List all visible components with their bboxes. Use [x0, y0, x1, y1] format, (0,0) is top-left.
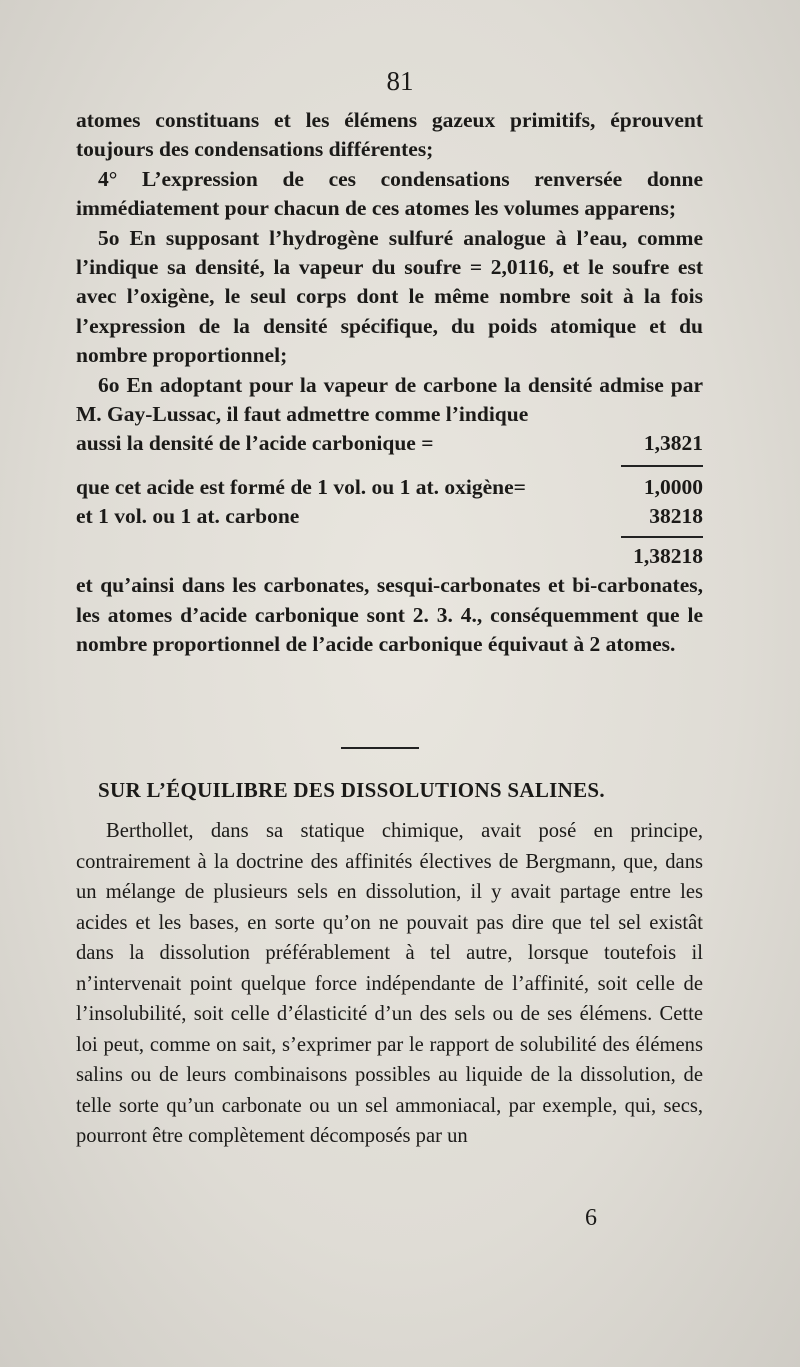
paragraph-conclusion: et qu’ainsi dans les carbonates, sesqui-carbonates et bi-carbonates, les atomes d’acide carbonique sont 2. 3. 4., conséquemment que le nombre proportionnel de l’acide carbonique équivaut à 2 atomes.: [76, 573, 703, 656]
calc-rule-2: [621, 536, 703, 538]
paragraph-continuation: atomes constituans et les élémens gazeux primitifs, éprouvent toujours des condensations différentes;: [76, 108, 703, 162]
calc-line-2-value: 1,0000: [643, 474, 703, 499]
calc-total-value: 1,38218: [633, 543, 703, 568]
upper-text-block: [76, 106, 703, 659]
calc-line-3-text: et 1 vol. ou 1 at. carbone: [76, 504, 300, 529]
calc-line-2-text: que cet acide est formé de 1 vol. ou 1 at. oxigène=: [76, 474, 526, 499]
section-separator-rule: [341, 747, 419, 749]
paragraph-item-4: 4° L’expression de ces condensations renversée donne immédiatement pour chacun de ces atomes les volumes apparens;: [76, 166, 703, 221]
page-number: 81: [386, 66, 414, 96]
paragraph-item-6: 6o En adoptant pour la vapeur de carbone la densité admise par M. Gay-Lussac, il faut admettre comme l’indique: [76, 372, 703, 427]
signature-mark: 6: [585, 1205, 597, 1231]
calc-line-3: [76, 502, 703, 531]
calc-rule-1: [621, 465, 703, 467]
section-title: SUR L’ÉQUILIBRE DES DISSOLUTIONS SALINES.: [98, 778, 605, 802]
paragraph-item-5: 5o En supposant l’hydrogène sulfuré analogue à l’eau, comme l’indique sa densité, la vapeur du soufre = 2,0116, et le soufre est avec l’oxigène, le seul corps dont le même nombre soit à la fois l’expression de la densité spécifique, du poids atomique et du nombre proportionnel;: [76, 225, 703, 368]
paragraph-berthollet: Berthollet, dans sa statique chimique, avait posé en principe, contrairement à la doctrine des affinités électives de Bergmann, que, dans un mélange de plusieurs sels en dissolution, il y avait partage entre les acides et les bases, en sorte qu’on ne pouvait pas dire que tel sel existât dans la dissolution préférablement à tel autre, lorsque toutefois il n’intervenait point quelque force indépendante de l’affinité, soit celle de l’insolubilité, soit celle d’élasticité d’un des sels ou de ses élémens. Cette loi peut, comme on sait, s’exprimer par le rapport de solubilité des élémens salins ou de leurs combinaisons possibles au liquide de la dissolution, de telle sorte qu’un carbonate ou un sel ammoniacal, par exemple, qui, secs, pourront être complètement décomposés par un: [76, 820, 703, 1147]
lower-text-block: [76, 816, 703, 1152]
calc-line-3-value: 38218: [649, 504, 703, 529]
calc-line-2: [76, 473, 703, 502]
calc-line-1-text: aussi la densité de l’acide carbonique =: [76, 431, 434, 456]
calc-total: [76, 542, 703, 571]
calc-line-1-value: 1,3821: [643, 431, 703, 456]
calc-line-1: [76, 429, 703, 458]
